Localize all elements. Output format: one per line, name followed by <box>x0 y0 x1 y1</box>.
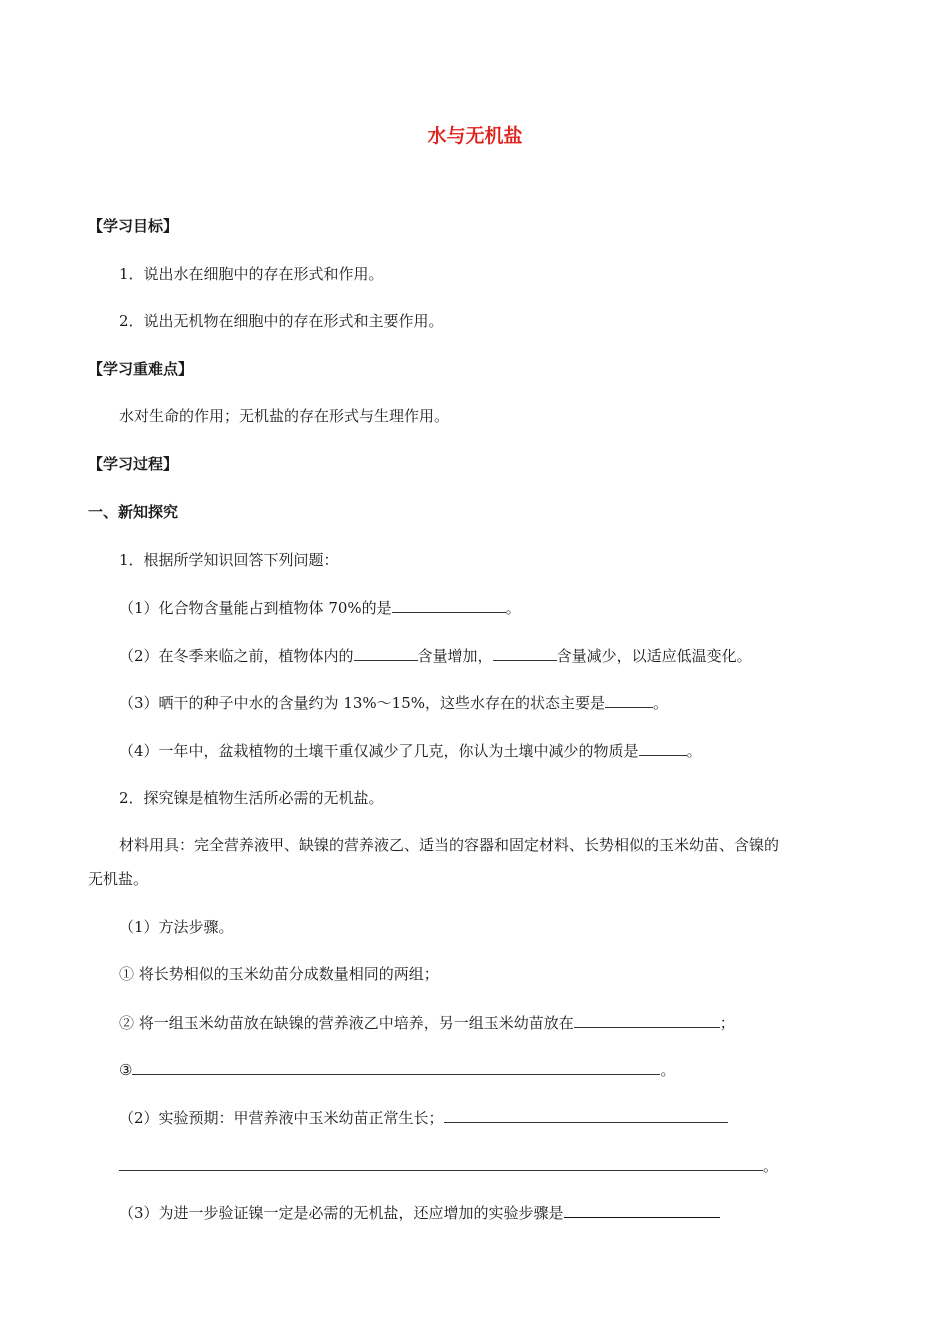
answer-blank[interactable] <box>354 645 418 661</box>
part1-heading: 一、新知探究 <box>88 503 179 521</box>
sub-3-suffix: 。 <box>653 694 669 712</box>
answer-blank[interactable] <box>392 597 506 613</box>
question-1-sub-4 <box>119 740 702 761</box>
prediction <box>119 1107 728 1128</box>
answer-blank[interactable] <box>605 692 653 708</box>
step-1: ① 将长势相似的玉米幼苗分成数量相同的两组； <box>119 965 439 983</box>
sub-2-mid-2: 含量减少，以适应低温变化。 <box>556 647 752 665</box>
sub-4-suffix: 。 <box>686 742 702 760</box>
materials-line-1: 材料用具：完全营养液甲、缺镍的营养液乙、适当的容器和固定材料、长势相似的玉米幼苗、含镍的 <box>119 836 780 854</box>
answer-blank[interactable] <box>574 1012 720 1028</box>
further-step <box>119 1202 720 1223</box>
answer-blank[interactable] <box>564 1202 720 1218</box>
method-heading: （1）方法步骤。 <box>119 918 234 936</box>
sub-3-prefix: （3）晒干的种子中水的含量约为 13%～15%，这些水存在的状态主要是 <box>119 694 605 712</box>
step-2 <box>119 1012 735 1033</box>
materials-line-2: 无机盐。 <box>88 870 149 888</box>
objective-2: 2．说出无机物在细胞中的存在形式和主要作用。 <box>119 312 444 330</box>
step-2-suffix: ； <box>719 1014 735 1032</box>
step-2-prefix: ② 将一组玉米幼苗放在缺镍的营养液乙中培养，另一组玉米幼苗放在 <box>119 1014 574 1032</box>
answer-blank[interactable] <box>639 740 687 756</box>
objectives-heading: 【学习目标】 <box>88 217 179 235</box>
objective-1: 1．说出水在细胞中的存在形式和作用。 <box>119 265 384 283</box>
sub-4-prefix: （4）一年中，盆栽植物的土壤干重仅减少了几克，你认为土壤中减少的物质是 <box>119 742 639 760</box>
sub-1-suffix: 。 <box>505 599 521 617</box>
answer-blank[interactable] <box>119 1155 763 1171</box>
further-prefix: （3）为进一步验证镍一定是必需的无机盐，还应增加的实验步骤是 <box>119 1204 564 1222</box>
prediction-suffix: 。 <box>763 1157 779 1175</box>
question-1-stem: 1．根据所学知识回答下列问题： <box>119 551 339 569</box>
question-1-sub-3 <box>119 692 668 713</box>
step-3-prefix: ③ <box>119 1061 133 1079</box>
process-heading: 【学习过程】 <box>88 455 179 473</box>
answer-blank[interactable] <box>493 645 557 661</box>
step-3 <box>119 1059 675 1080</box>
answer-blank[interactable] <box>444 1107 728 1123</box>
step-3-suffix: 。 <box>660 1061 676 1079</box>
question-1-sub-1 <box>119 597 521 618</box>
keypoints-heading: 【学习重难点】 <box>88 360 194 378</box>
question-1-sub-2 <box>119 645 752 666</box>
prediction-prefix: （2）实验预期：甲营养液中玉米幼苗正常生长； <box>119 1109 444 1127</box>
page-title: 水与无机盐 <box>427 125 523 147</box>
prediction-continued <box>119 1155 778 1176</box>
keypoints-text: 水对生命的作用；无机盐的存在形式与生理作用。 <box>119 407 450 425</box>
sub-2-mid-1: 含量增加， <box>417 647 493 665</box>
answer-blank[interactable] <box>132 1059 660 1075</box>
sub-2-prefix: （2）在冬季来临之前，植物体内的 <box>119 647 354 665</box>
question-2-stem: 2．探究镍是植物生活所必需的无机盐。 <box>119 789 384 807</box>
sub-1-prefix: （1）化合物含量能占到植物体 70%的是 <box>119 599 392 617</box>
